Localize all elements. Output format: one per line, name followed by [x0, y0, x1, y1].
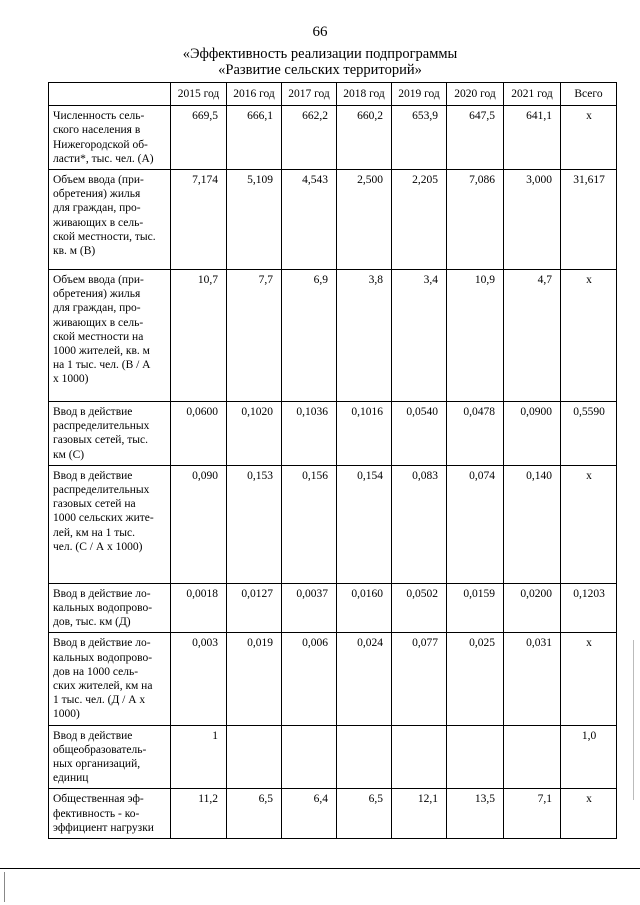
value-cell: 0,003 [171, 633, 227, 725]
value-cell: 11,2 [171, 789, 227, 839]
header-cell: 2018 год [337, 83, 392, 106]
value-cell [227, 725, 282, 789]
value-cell: 666,1 [227, 106, 282, 170]
value-cell: 0,1036 [282, 402, 337, 466]
value-cell: 0,083 [392, 465, 447, 583]
value-cell: 0,140 [504, 465, 561, 583]
header-cell: Всего [561, 83, 617, 106]
row-label: Численность сель- ского населения в Нижегородской об- ласти*, тыс. чел. (А) [49, 106, 171, 170]
value-cell: 0,1016 [337, 402, 392, 466]
table-header-row [49, 83, 617, 106]
row-label: Объем ввода (при- обретения) жилья для граждан, про- живающих в сель- ской местности, тыс. кв. м (В) [49, 170, 171, 270]
value-cell: 10,7 [171, 270, 227, 402]
header-cell: 2020 год [447, 83, 504, 106]
value-cell: 6,9 [282, 270, 337, 402]
value-cell: 669,5 [171, 106, 227, 170]
value-cell: 0,154 [337, 465, 392, 583]
value-cell: 3,000 [504, 170, 561, 270]
value-cell: 7,086 [447, 170, 504, 270]
value-cell: 662,2 [282, 106, 337, 170]
header-cell: 2016 год [227, 83, 282, 106]
total-cell: 1,0 [561, 725, 617, 789]
value-cell: 0,019 [227, 633, 282, 725]
table-body [49, 106, 617, 839]
page-number: 66 [312, 24, 328, 40]
document-title [0, 46, 640, 78]
value-cell: 0,0502 [392, 583, 447, 633]
header-cell: 2017 год [282, 83, 337, 106]
value-cell: 2,500 [337, 170, 392, 270]
value-cell: 3,8 [337, 270, 392, 402]
value-cell: 0,0540 [392, 402, 447, 466]
value-cell: 4,7 [504, 270, 561, 402]
bottom-rule [0, 868, 640, 869]
value-cell: 0,1020 [227, 402, 282, 466]
header-cell: 2015 год [171, 83, 227, 106]
value-cell: 0,025 [447, 633, 504, 725]
value-cell: 647,5 [447, 106, 504, 170]
value-cell: 0,0127 [227, 583, 282, 633]
value-cell [447, 725, 504, 789]
value-cell: 4,543 [282, 170, 337, 270]
value-cell: 0,074 [447, 465, 504, 583]
total-cell: 31,617 [561, 170, 617, 270]
header-cell: 2019 год [392, 83, 447, 106]
title-line-2: «Развитие сельских территорий» [218, 62, 422, 78]
value-cell: 7,1 [504, 789, 561, 839]
value-cell: 641,1 [504, 106, 561, 170]
value-cell: 0,0037 [282, 583, 337, 633]
total-cell: х [561, 633, 617, 725]
value-cell: 660,2 [337, 106, 392, 170]
value-cell: 6,4 [282, 789, 337, 839]
total-cell: х [561, 270, 617, 402]
value-cell: 6,5 [337, 789, 392, 839]
table-row [49, 633, 617, 725]
value-cell: 0,031 [504, 633, 561, 725]
value-cell: 5,109 [227, 170, 282, 270]
value-cell: 1 [171, 725, 227, 789]
title-line-1: «Эффективность реализации подпрограммы [182, 46, 458, 62]
value-cell: 12,1 [392, 789, 447, 839]
row-label: Ввод в действие общеобразователь- ных организаций, единиц [49, 725, 171, 789]
total-cell: х [561, 106, 617, 170]
value-cell: 0,006 [282, 633, 337, 725]
value-cell: 10,9 [447, 270, 504, 402]
value-cell: 0,0018 [171, 583, 227, 633]
value-cell: 0,0900 [504, 402, 561, 466]
total-cell: 0,1203 [561, 583, 617, 633]
row-label: Ввод в действие распределительных газовых сетей на 1000 сельских жите- лей, км на 1 тыс. чел. (С / А х 1000) [49, 465, 171, 583]
value-cell: 0,024 [337, 633, 392, 725]
table-row [49, 106, 617, 170]
table-row [49, 465, 617, 583]
value-cell: 0,156 [282, 465, 337, 583]
value-cell: 7,7 [227, 270, 282, 402]
row-label: Общественная эф- фективность - ко- эффициент нагрузки [49, 789, 171, 839]
row-label: Ввод в действие ло- кальных водопрово- дов на 1000 сель- ских жителей, км на 1 тыс. чел. (Д / А х 1000) [49, 633, 171, 725]
table-row [49, 789, 617, 839]
value-cell [282, 725, 337, 789]
table-row [49, 583, 617, 633]
total-cell: х [561, 465, 617, 583]
value-cell: 13,5 [447, 789, 504, 839]
value-cell: 0,0478 [447, 402, 504, 466]
table-row [49, 725, 617, 789]
efficiency-table [48, 82, 617, 839]
scan-artifact [4, 872, 5, 902]
scan-artifact [633, 640, 634, 800]
value-cell: 0,0159 [447, 583, 504, 633]
header-cell [49, 83, 171, 106]
value-cell [392, 725, 447, 789]
total-cell: х [561, 789, 617, 839]
value-cell: 6,5 [227, 789, 282, 839]
value-cell: 0,153 [227, 465, 282, 583]
table-row [49, 270, 617, 402]
table-row [49, 402, 617, 466]
table-row [49, 170, 617, 270]
value-cell [504, 725, 561, 789]
value-cell: 653,9 [392, 106, 447, 170]
row-label: Ввод в действие распределительных газовых сетей, тыс. км (С) [49, 402, 171, 466]
total-cell: 0,5590 [561, 402, 617, 466]
row-label: Ввод в действие ло- кальных водопрово- дов, тыс. км (Д) [49, 583, 171, 633]
value-cell: 2,205 [392, 170, 447, 270]
value-cell: 0,0160 [337, 583, 392, 633]
value-cell: 7,174 [171, 170, 227, 270]
value-cell [337, 725, 392, 789]
row-label: Объем ввода (при- обретения) жилья для граждан, про- живающих в сель- ской местности на 1000 жителей, кв. м на 1 тыс. чел. (В / А х 1000) [49, 270, 171, 402]
value-cell: 3,4 [392, 270, 447, 402]
value-cell: 0,0200 [504, 583, 561, 633]
value-cell: 0,077 [392, 633, 447, 725]
header-cell: 2021 год [504, 83, 561, 106]
value-cell: 0,0600 [171, 402, 227, 466]
value-cell: 0,090 [171, 465, 227, 583]
